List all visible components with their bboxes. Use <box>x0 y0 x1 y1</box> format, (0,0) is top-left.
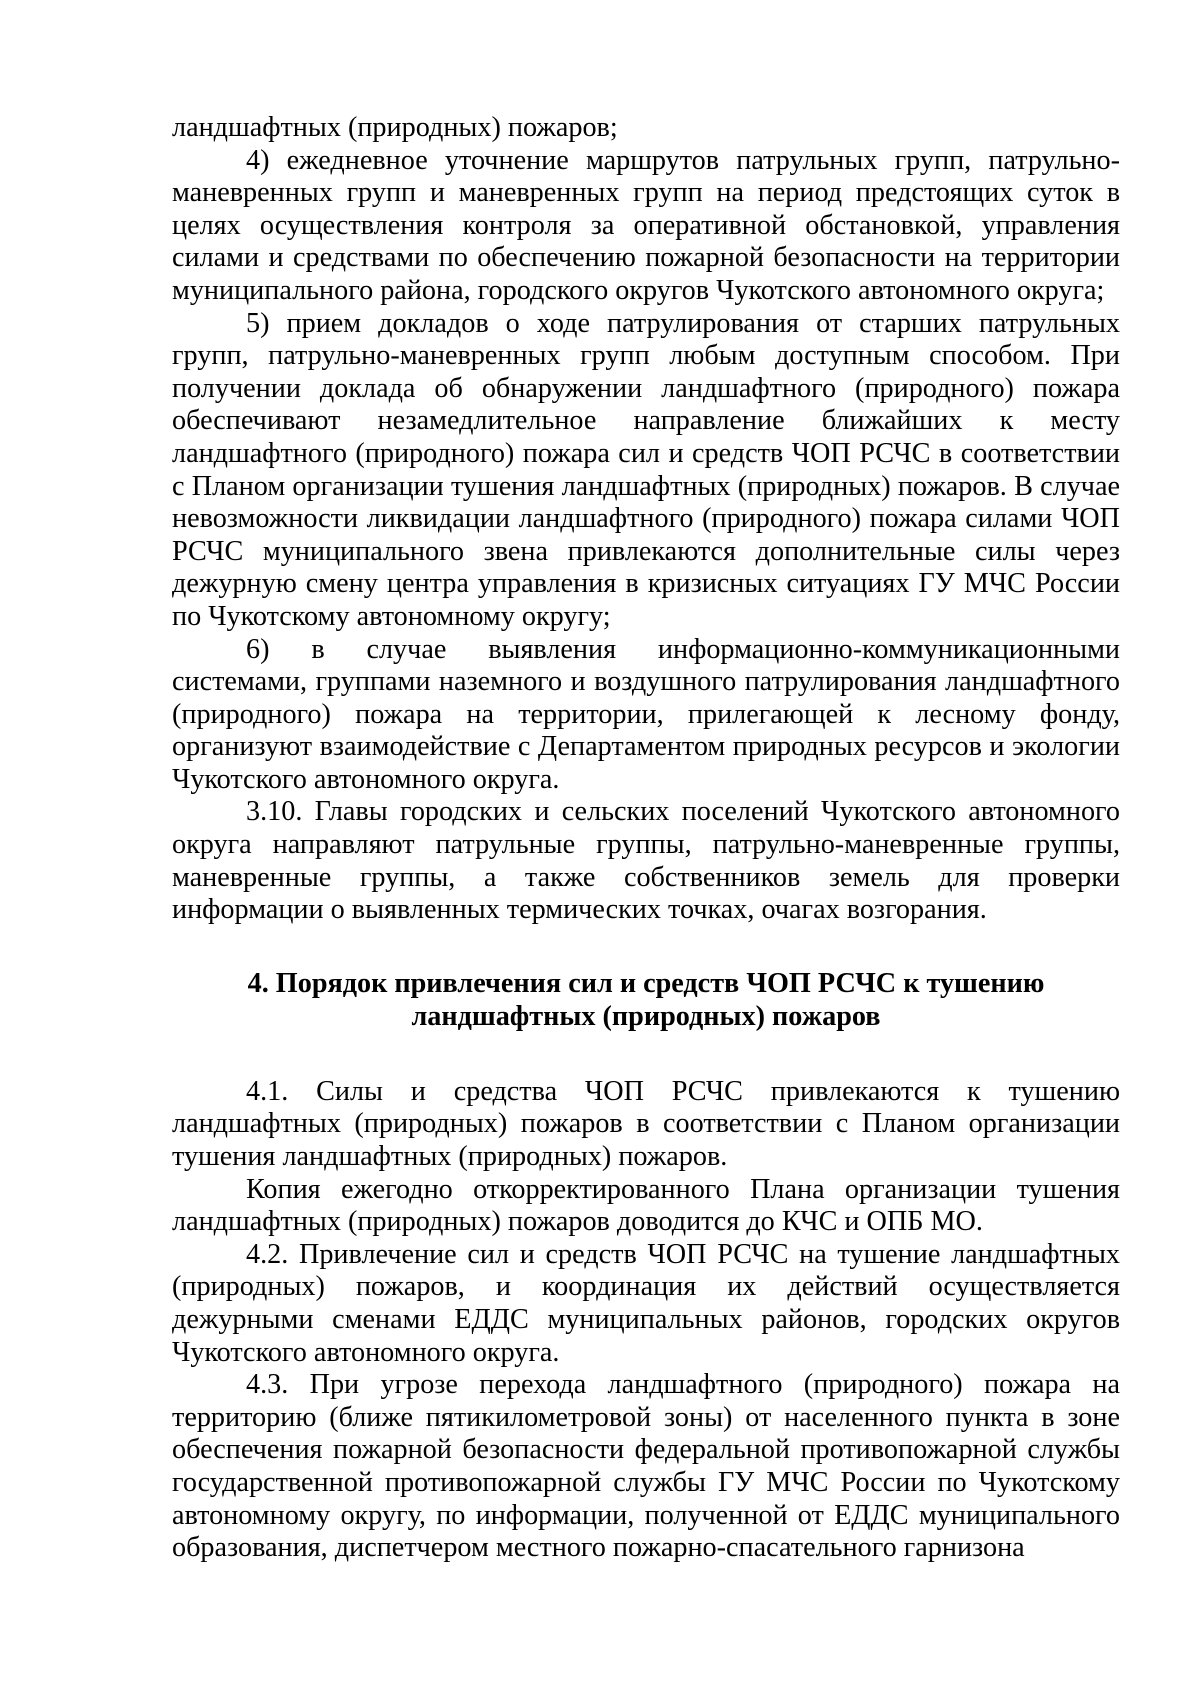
paragraph-4-2: 4.2. Привлечение сил и средств ЧОП РСЧС на тушение ландшафтных (природных) пожаров, и координация их действий осуществляется дежурными сменами ЕДДС муниципальных районов, городских округов Чукотского автономного округа. <box>172 1238 1120 1368</box>
paragraph-plan-copy: Копия ежегодно откорректированного Плана организации тушения ландшафтных (природных) пожаров доводится до КЧС и ОПБ МО. <box>172 1173 1120 1238</box>
paragraph-item-4: 4) ежедневное уточнение маршрутов патрульных групп, патрульно-маневренных групп и маневренных групп на период предстоящих суток в целях осуществления контроля за оперативной обстановкой, управления силами и средствами по обеспечению пожарной безопасности на территории муниципального района, городского округов Чукотского автономного округа; <box>172 144 1120 306</box>
paragraph-continuation: ландшафтных (природных) пожаров; <box>172 112 618 143</box>
paragraph-item-6: 6) в случае выявления информационно-коммуникационными системами, группами наземного и воздушного патрулирования ландшафтного (природного) пожара на территории, прилегающей к лесному фонду, организуют взаимодействие с Департаментом природных ресурсов и экологии Чукотского автономного округа. <box>172 633 1120 795</box>
paragraph-4-1: 4.1. Силы и средства ЧОП РСЧС привлекаются к тушению ландшафтных (природных) пожаров в соответствии с Планом организации тушения ландшафтных (природных) пожаров. <box>172 1075 1120 1173</box>
document-page <box>172 112 1120 1565</box>
section-heading-line-1: 4. Порядок привлечения сил и средств ЧОП РСЧС к тушению <box>247 967 1045 999</box>
paragraph-4-3: 4.3. При угрозе перехода ландшафтного (природного) пожара на территорию (ближе пятикилометровой зоны) от населенного пункта в зоне обеспечения пожарной безопасности федеральной противопожарной службы государственной противопожарной службы ГУ МЧС России по Чукотскому автономному округу, по информации, полученной от ЕДДС муниципального образования, диспетчером местного пожарно-спасательного гарнизона <box>172 1369 1120 1564</box>
section-heading <box>172 967 1120 1033</box>
paragraph-item-5: 5) прием докладов о ходе патрулирования от старших патрульных групп, патрульно-маневренных групп любым доступным способом. При получении доклада об обнаружении ландшафтного (природного) пожара обеспечивают незамедлительное направление ближайших к месту ландшафтного (природного) пожара сил и средств ЧОП РСЧС в соответствии с Планом организации тушения ландшафтных (природных) пожаров. В случае невозможности ликвидации ландшафтного (природного) пожара силами ЧОП РСЧС муниципального звена привлекаются дополнительные силы через дежурную смену центра управления в кризисных ситуациях ГУ МЧС России по Чукотскому автономному округу; <box>172 307 1120 632</box>
paragraph-3-10: 3.10. Главы городских и сельских поселений Чукотского автономного округа направляют патрульные группы, патрульно-маневренные группы, маневренные группы, а также собственников земель для проверки информации о выявленных термических точках, очагах возгорания. <box>172 796 1120 926</box>
section-heading-line-2: ландшафтных (природных) пожаров <box>411 1000 881 1032</box>
